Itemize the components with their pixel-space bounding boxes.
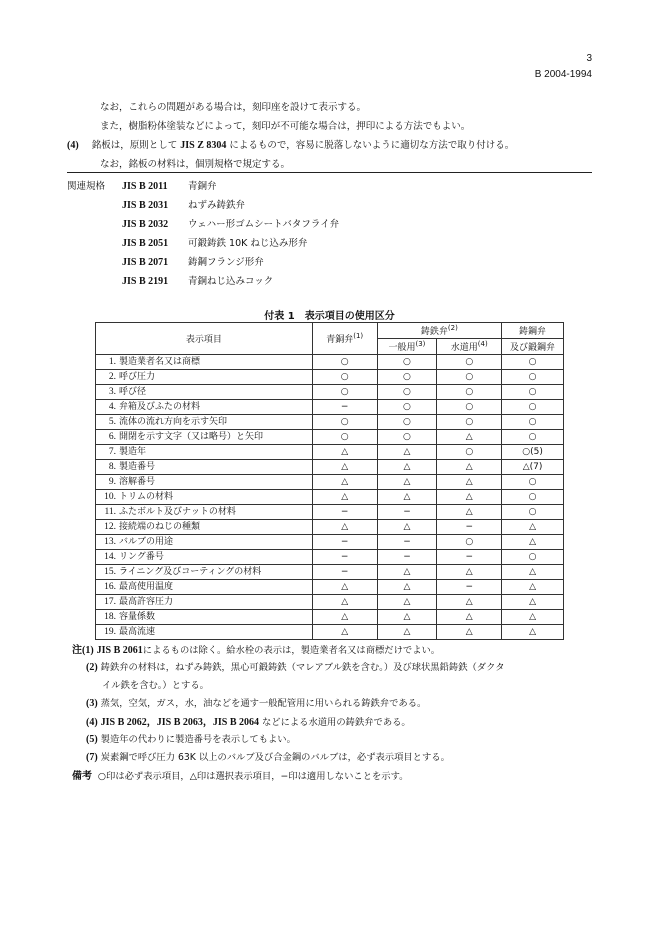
related-label: 関連規格 (67, 181, 106, 192)
row-item-cell (96, 505, 313, 520)
row-number: 6. (108, 432, 116, 442)
row-item-label: トリムの材料 (119, 492, 174, 502)
related-item: JIS B 2032 ウェハー形ゴムシートバタフライ弁 (122, 219, 340, 230)
note-5: (5) 製造年の代わりに製造番号を表示してもよい。 (86, 734, 296, 745)
row-number: 7. (108, 447, 116, 457)
table-row (96, 400, 564, 415)
row-mark-g: − (377, 550, 437, 565)
table-row (96, 490, 564, 505)
row-mark-g: △ (377, 520, 437, 535)
row-mark-w: △ (437, 505, 502, 520)
row-item-label: 接続端のねじの種類 (119, 522, 201, 532)
row-item-cell (96, 490, 313, 505)
header-general: 一般用$^{(3)}$ (377, 339, 437, 355)
row-item-cell (96, 610, 313, 625)
remark: 備考 ○印は必ず表示項目，△印は選択表示項目，−印は適用しないことを示す。 (72, 771, 409, 782)
related-item: JIS B 2071 鋳鋼フランジ形弁 (122, 257, 264, 268)
row-number: 10. (104, 492, 116, 502)
row-number: 15. (104, 567, 116, 577)
row-mark-g: △ (377, 625, 437, 640)
header-item: 表示項目 (96, 323, 313, 355)
row-mark-b: − (312, 400, 377, 415)
row-item-cell (96, 625, 313, 640)
row-number: 14. (104, 552, 116, 562)
row-item-label: 呼び圧力 (119, 372, 156, 382)
row-number: 13. (104, 537, 116, 547)
table-row (96, 595, 564, 610)
row-mark-g: ○ (377, 385, 437, 400)
row-mark-s: ○ (502, 550, 564, 565)
row-mark-w: ○ (437, 535, 502, 550)
row-item-cell (96, 520, 313, 535)
row-mark-g: △ (377, 565, 437, 580)
row-mark-s: △ (502, 565, 564, 580)
row-mark-g: △ (377, 595, 437, 610)
row-mark-g: ○ (377, 400, 437, 415)
row-mark-g: ○ (377, 355, 437, 370)
row-mark-s: △(7) (502, 460, 564, 475)
row-item-label: 開閉を示す文字（又は略号）と矢印 (119, 432, 264, 442)
row-mark-w: ○ (437, 415, 502, 430)
row-item-cell (96, 550, 313, 565)
row-number: 18. (104, 612, 116, 622)
row-mark-b: △ (312, 595, 377, 610)
row-number: 5. (108, 417, 116, 427)
table-row (96, 415, 564, 430)
section-rule (67, 172, 592, 173)
row-mark-w: − (437, 520, 502, 535)
display-items-table (95, 322, 564, 640)
row-mark-s: ○ (502, 400, 564, 415)
table-row (96, 520, 564, 535)
row-mark-s: ○ (502, 355, 564, 370)
row-item-cell (96, 475, 313, 490)
row-mark-s: ○ (502, 505, 564, 520)
row-mark-w: △ (437, 430, 502, 445)
header-bronze: 青銅弁$^{(1)}$ (312, 323, 377, 355)
item-4-post: によるもので，容易に脱落しないように適切な方法で取り付ける。 (226, 140, 515, 151)
row-mark-w: △ (437, 625, 502, 640)
row-mark-s: △ (502, 520, 564, 535)
row-mark-g: ○ (377, 415, 437, 430)
row-item-label: 弁箱及びふたの材料 (119, 402, 201, 412)
row-mark-b: △ (312, 610, 377, 625)
row-mark-b: − (312, 505, 377, 520)
table-body (96, 355, 564, 640)
row-item-cell (96, 595, 313, 610)
row-mark-g: △ (377, 445, 437, 460)
row-number: 9. (108, 477, 116, 487)
row-mark-b: △ (312, 445, 377, 460)
header-steel: 鋳鋼弁 (502, 323, 564, 339)
row-mark-w: ○ (437, 445, 502, 460)
row-mark-s: ○(5) (502, 445, 564, 460)
row-mark-g: ○ (377, 370, 437, 385)
row-item-label: 製造業者名又は商標 (119, 357, 201, 367)
related-item: JIS B 2051 可鍛鋳鉄 10K ねじ込み形弁 (122, 238, 308, 249)
row-item-label: 製造年 (119, 447, 147, 457)
row-mark-g: △ (377, 475, 437, 490)
row-mark-s: △ (502, 625, 564, 640)
row-mark-w: △ (437, 475, 502, 490)
row-item-cell (96, 385, 313, 400)
item-4-std: JIS Z 8304 (180, 140, 227, 151)
intro-item-4 (67, 137, 514, 151)
table-row (96, 610, 564, 625)
row-mark-b: △ (312, 475, 377, 490)
row-mark-b: △ (312, 490, 377, 505)
row-item-label: 最高流速 (119, 627, 156, 637)
row-item-label: バルブの用途 (119, 537, 174, 547)
row-mark-w: − (437, 550, 502, 565)
row-mark-g: △ (377, 610, 437, 625)
row-mark-s: △ (502, 595, 564, 610)
table-row (96, 355, 564, 370)
row-number: 12. (104, 522, 116, 532)
row-mark-b: ○ (312, 355, 377, 370)
related-item: JIS B 2191 青銅ねじ込みコック (122, 276, 274, 287)
row-mark-s: ○ (502, 430, 564, 445)
related-item: JIS B 2031 ねずみ鋳鉄弁 (122, 200, 246, 211)
row-mark-b: ○ (312, 370, 377, 385)
row-item-label: ふたボルト及びナットの材料 (119, 507, 236, 517)
row-mark-w: ○ (437, 400, 502, 415)
table-row (96, 370, 564, 385)
row-item-label: 呼び径 (119, 387, 147, 397)
row-mark-g: − (377, 535, 437, 550)
row-item-label: 溶解番号 (119, 477, 156, 487)
row-item-cell (96, 370, 313, 385)
row-mark-b: − (312, 565, 377, 580)
row-number: 2. (108, 372, 116, 382)
row-mark-w: △ (437, 565, 502, 580)
item-4-label: (4) (67, 140, 79, 151)
row-mark-s: ○ (502, 415, 564, 430)
row-mark-b: △ (312, 520, 377, 535)
row-mark-w: △ (437, 595, 502, 610)
table-row (96, 505, 564, 520)
note-2-cont: イル鉄を含む。）とする。 (102, 680, 209, 691)
row-mark-s: ○ (502, 475, 564, 490)
row-number: 8. (108, 462, 116, 472)
row-item-label: ライニング及びコーティングの材料 (119, 567, 262, 577)
row-item-cell (96, 535, 313, 550)
intro-line-1: なお，これらの問題がある場合は，刻印座を設けて表示する。 (100, 102, 367, 113)
header-steel-2: 及び鍛鋼弁 (502, 339, 564, 355)
page-number: 3 (586, 53, 592, 64)
row-number: 1. (108, 357, 116, 367)
row-mark-s: △ (502, 535, 564, 550)
row-item-label: 流体の流れ方向を示す矢印 (119, 417, 228, 427)
row-mark-b: ○ (312, 385, 377, 400)
row-item-cell (96, 430, 313, 445)
note-2: (2) 鋳鉄弁の材料は，ねずみ鋳鉄，黒心可鍛鋳鉄（マレアブル鉄を含む。）及び球状黒鉛鋳鉄（ダクタ (86, 662, 505, 673)
table-row (96, 385, 564, 400)
intro-line-2: また，樹脂粉体塗装などによって，刻印が不可能な場合は，押印による方法でもよい。 (100, 121, 471, 132)
header-iron: 鋳鉄弁$^{(2)}$ (377, 323, 502, 339)
row-item-cell (96, 565, 313, 580)
row-mark-b: △ (312, 625, 377, 640)
row-mark-s: ○ (502, 385, 564, 400)
row-item-cell (96, 445, 313, 460)
table-row (96, 535, 564, 550)
document-code: B 2004-1994 (534, 69, 592, 80)
row-mark-b: ○ (312, 415, 377, 430)
table-row (96, 625, 564, 640)
related-item: JIS B 2011 青銅弁 (122, 181, 217, 192)
row-mark-w: △ (437, 610, 502, 625)
row-mark-g: ○ (377, 430, 437, 445)
row-mark-s: △ (502, 580, 564, 595)
row-number: 16. (104, 582, 116, 592)
row-number: 19. (104, 627, 116, 637)
note-7: (7) 炭素鋼で呼び圧力 63K 以上のバルブ及び合金鋼のバルブは，必ず表示項目とする。 (86, 752, 450, 763)
table-caption: 付表 1 表示項目の使用区分 (264, 311, 395, 322)
row-mark-w: △ (437, 460, 502, 475)
row-item-label: 製造番号 (119, 462, 156, 472)
row-mark-w: ○ (437, 385, 502, 400)
row-number: 3. (108, 387, 116, 397)
table-row (96, 430, 564, 445)
row-item-cell (96, 400, 313, 415)
row-item-cell (96, 415, 313, 430)
note-4: (4) JIS B 2062，JIS B 2063，JIS B 2064 などによる水道用の鋳鉄弁である。 (86, 717, 411, 728)
row-mark-w: ○ (437, 355, 502, 370)
row-mark-w: − (437, 580, 502, 595)
row-item-label: リング番号 (119, 552, 164, 562)
row-mark-b: △ (312, 580, 377, 595)
item-4-pre: 銘板は，原則として (91, 140, 181, 151)
table-row (96, 475, 564, 490)
note-3: (3) 蒸気，空気，ガス，水，油などを通す一般配管用に用いられる鋳鉄弁である。 (86, 698, 427, 709)
row-mark-s: △ (502, 610, 564, 625)
table-row (96, 445, 564, 460)
row-mark-b: − (312, 550, 377, 565)
table-row (96, 565, 564, 580)
row-mark-g: △ (377, 460, 437, 475)
table-row (96, 550, 564, 565)
intro-line-4: なお，銘板の材料は，個別規格で規定する。 (100, 159, 291, 170)
row-item-label: 最高許容圧力 (119, 597, 174, 607)
header-water: 水道用$^{(4)}$ (437, 339, 502, 355)
row-mark-w: △ (437, 490, 502, 505)
row-mark-w: ○ (437, 370, 502, 385)
row-mark-g: − (377, 505, 437, 520)
row-item-label: 容量係数 (119, 612, 156, 622)
row-mark-g: △ (377, 490, 437, 505)
table-row (96, 460, 564, 475)
row-mark-g: △ (377, 580, 437, 595)
row-number: 4. (108, 402, 116, 412)
row-mark-b: − (312, 535, 377, 550)
row-mark-b: △ (312, 460, 377, 475)
row-item-cell (96, 460, 313, 475)
row-item-label: 最高使用温度 (119, 582, 174, 592)
note-1: 注(1) JIS B 2061によるものは除く。給水栓の表示は，製造業者名又は商標だけでよい。 (72, 645, 441, 656)
row-mark-s: ○ (502, 370, 564, 385)
row-item-cell (96, 580, 313, 595)
row-item-cell (96, 355, 313, 370)
row-mark-b: ○ (312, 430, 377, 445)
table-row (96, 580, 564, 595)
row-number: 11. (104, 507, 116, 517)
row-mark-s: ○ (502, 490, 564, 505)
row-number: 17. (104, 597, 116, 607)
